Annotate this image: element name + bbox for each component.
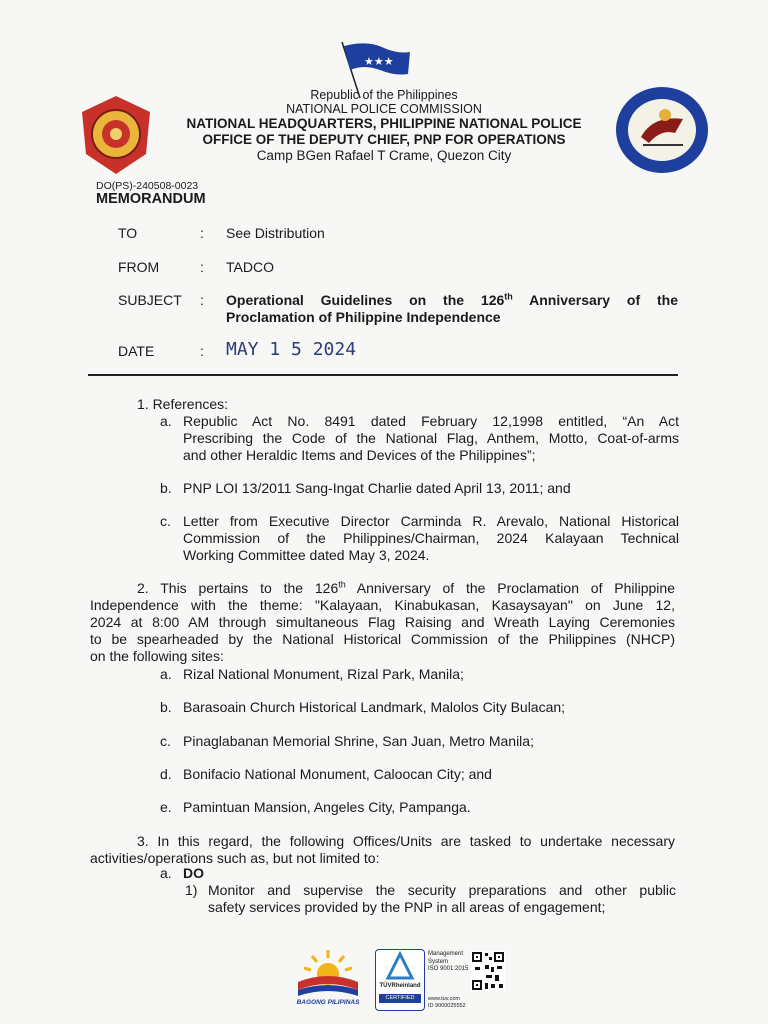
header-napolcom: NATIONAL POLICE COMMISSION: [286, 102, 482, 116]
date-colon: :: [200, 343, 204, 359]
section-3-paragraph: 3. In this regard, the following Offices/Units are tasked to undertake necessary activities/operations such as, but not limited to:: [90, 833, 675, 866]
document-number: DO(PS)-240508-0023: [96, 180, 199, 192]
subject-line2: Proclamation of Philippine Independence: [226, 309, 501, 325]
management-system-text: Management System ISO 9001:2015: [428, 951, 469, 972]
bagong-pilipinas-logo: [294, 946, 362, 1008]
from-colon: :: [200, 259, 204, 275]
header-address: Camp BGen Rafael T Crame, Quezon City: [256, 148, 512, 163]
section-1-title: 1. References:: [137, 396, 229, 412]
tuv-logo-icon: [376, 950, 424, 982]
date-stamp: MAY 1 5 2024: [226, 339, 357, 360]
to-colon: :: [200, 225, 204, 241]
header-office: OFFICE OF THE DEPUTY CHIEF, PNP FOR OPERATIONS: [202, 132, 566, 147]
subject-value: [226, 292, 678, 326]
subject-label: SUBJECT: [118, 292, 182, 308]
subject-line1-a: Operational Guidelines on the 126: [226, 292, 505, 308]
header-divider: [88, 374, 678, 376]
svg-text:★★★: ★★★: [364, 55, 394, 68]
document-type: MEMORANDUM: [96, 191, 206, 207]
subject-line1-b: Anniversary of the: [512, 292, 678, 308]
tuv-certified-badge: TÜVRheinland CERTIFIED: [375, 949, 425, 1011]
subject-colon: :: [200, 292, 204, 308]
from-value: TADCO: [226, 259, 274, 275]
header-republic: Republic of the Philippines: [310, 88, 458, 102]
to-label: TO: [118, 225, 138, 241]
date-label: DATE: [118, 343, 155, 359]
header-nhq: NATIONAL HEADQUARTERS, PHILIPPINE NATIONAL POLICE: [186, 116, 582, 131]
qr-code-icon: [471, 951, 505, 991]
section-2-paragraph: 2. This pertains to the 126th Anniversary of the Proclamation of Philippine Independence with the theme: "Kalayaan, Kinabukasan, Kasaysayan" on June 12, 2024 at 8:00 AM through simultaneous Flag Raising and Wreath Laying Ceremonies to be spearheaded by the National Historical Commission of the Philippines (NHCP) on the following sites:: [90, 579, 675, 664]
bagong-pilipinas-text: BAGONG PILIPINAS: [296, 999, 360, 1006]
subject-sup: th: [504, 291, 513, 302]
tuv-web-text: www.tuv.com ID 9000025552: [428, 996, 466, 1009]
from-label: FROM: [118, 259, 160, 275]
to-value: See Distribution: [226, 225, 325, 241]
